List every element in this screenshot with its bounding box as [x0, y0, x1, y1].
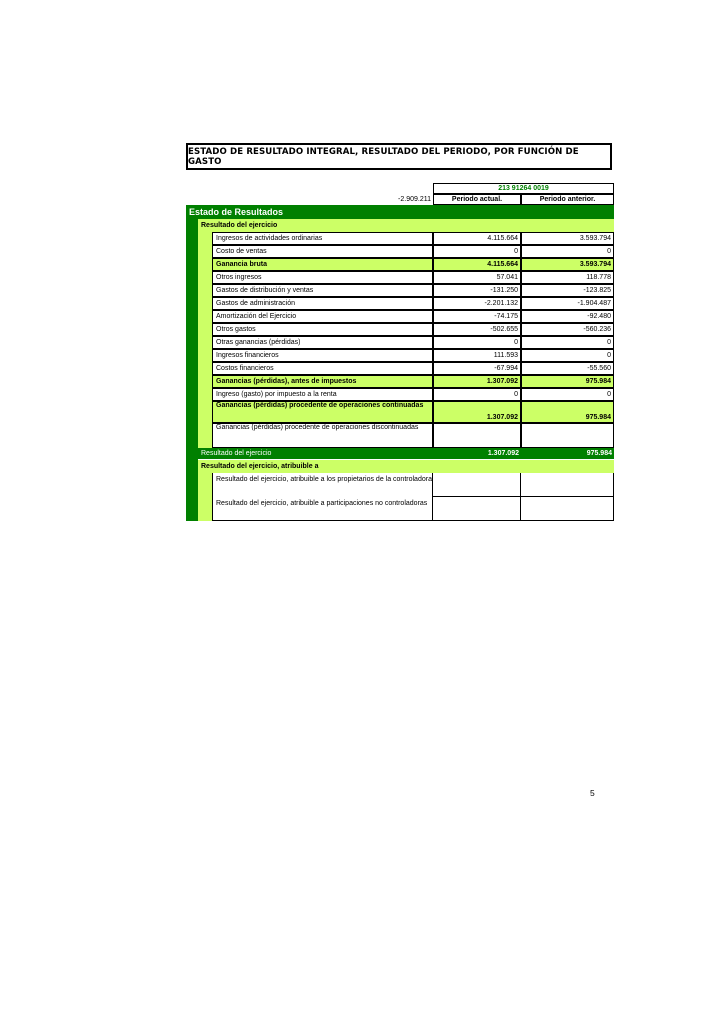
row-label: Otros ingresos: [212, 271, 433, 284]
row-previous-value: 0: [521, 245, 614, 258]
left-band-inner: [198, 232, 212, 449]
row-current-value: 0: [433, 245, 521, 258]
left-band-inner-attrib: [198, 473, 212, 521]
attributable-row-label: Resultado del ejercicio, atribuible a participaciones no controladoras: [212, 497, 433, 521]
subsection-header-fill: [433, 219, 614, 232]
row-current-value: 4.115.664: [433, 232, 521, 245]
subsection-header: Resultado del ejercicio: [198, 219, 433, 232]
row-previous-value: 0: [521, 388, 614, 401]
row-label: Gastos de administración: [212, 297, 433, 310]
row-current-value: 0: [433, 336, 521, 349]
row-previous-value: -560.236: [521, 323, 614, 336]
row-current-value: 0: [433, 388, 521, 401]
column-header-previous: Periodo anterior.: [521, 194, 614, 205]
column-header-current: Periodo actual.: [433, 194, 521, 205]
row-label: Ingreso (gasto) por impuesto a la renta: [212, 388, 433, 401]
page-title: ESTADO DE RESULTADO INTEGRAL, RESULTADO DEL PERIODO, POR FUNCIÓN DE GASTO: [186, 143, 612, 170]
row-label: Ingresos financieros: [212, 349, 433, 362]
row-label: Ganancias (pérdidas) procedente de operaciones continuadas: [212, 401, 433, 423]
row-label: Gastos de distribución y ventas: [212, 284, 433, 297]
attributable-row-label: Resultado del ejercicio, atribuible a los propietarios de la controladora: [212, 473, 433, 497]
row-label: Amortización del Ejercicio: [212, 310, 433, 323]
row-current-value: 1.307.092: [433, 375, 521, 388]
attributable-current-value: [433, 497, 521, 521]
row-current-value: -74.175: [433, 310, 521, 323]
attributable-previous-value: [521, 473, 614, 497]
row-previous-value: -1.904.487: [521, 297, 614, 310]
row-current-value: 57.041: [433, 271, 521, 284]
row-previous-value: 118.778: [521, 271, 614, 284]
row-current-value: -502.655: [433, 323, 521, 336]
top-left-value: -2.909.211: [398, 196, 431, 203]
company-id: 213 91264 0019: [433, 183, 614, 194]
row-previous-value: 0: [521, 336, 614, 349]
income-statement-table: [186, 183, 614, 521]
row-current-value: [433, 423, 521, 448]
attributable-current-value: [433, 473, 521, 497]
total-previous-value: 975.984: [521, 448, 614, 459]
row-current-value: -131.250: [433, 284, 521, 297]
row-previous-value: 3.593.794: [521, 232, 614, 245]
row-label: Otros gastos: [212, 323, 433, 336]
section-header: Estado de Resultados: [186, 205, 614, 219]
row-label: Costo de ventas: [212, 245, 433, 258]
row-previous-value: 975.984: [521, 375, 614, 388]
row-current-value: 4.115.664: [433, 258, 521, 271]
row-previous-value: -55.560: [521, 362, 614, 375]
total-label: Resultado del ejercicio: [198, 448, 433, 459]
row-current-value: 111.593: [433, 349, 521, 362]
row-previous-value: 0: [521, 349, 614, 362]
row-label: Ganancias (pérdidas) procedente de operaciones discontinuadas: [212, 423, 433, 448]
row-label: Ingresos de actividades ordinarias: [212, 232, 433, 245]
row-previous-value: [521, 423, 614, 448]
row-current-value: -67.994: [433, 362, 521, 375]
total-current-value: 1.307.092: [433, 448, 521, 459]
row-current-value: -2.201.132: [433, 297, 521, 310]
row-current-value: 1.307.092: [433, 401, 521, 423]
row-previous-value: -123.825: [521, 284, 614, 297]
row-label: Otras ganancias (pérdidas): [212, 336, 433, 349]
attributable-previous-value: [521, 497, 614, 521]
row-label: Costos financieros: [212, 362, 433, 375]
row-previous-value: -92.480: [521, 310, 614, 323]
row-label: Ganancia bruta: [212, 258, 433, 271]
attributable-header: Resultado del ejercicio, atribuible a: [198, 460, 614, 473]
row-previous-value: 975.984: [521, 401, 614, 423]
row-previous-value: 3.593.794: [521, 258, 614, 271]
page-number: 5: [590, 788, 595, 798]
left-band-outer: [186, 219, 198, 521]
row-label: Ganancias (pérdidas), antes de impuestos: [212, 375, 433, 388]
